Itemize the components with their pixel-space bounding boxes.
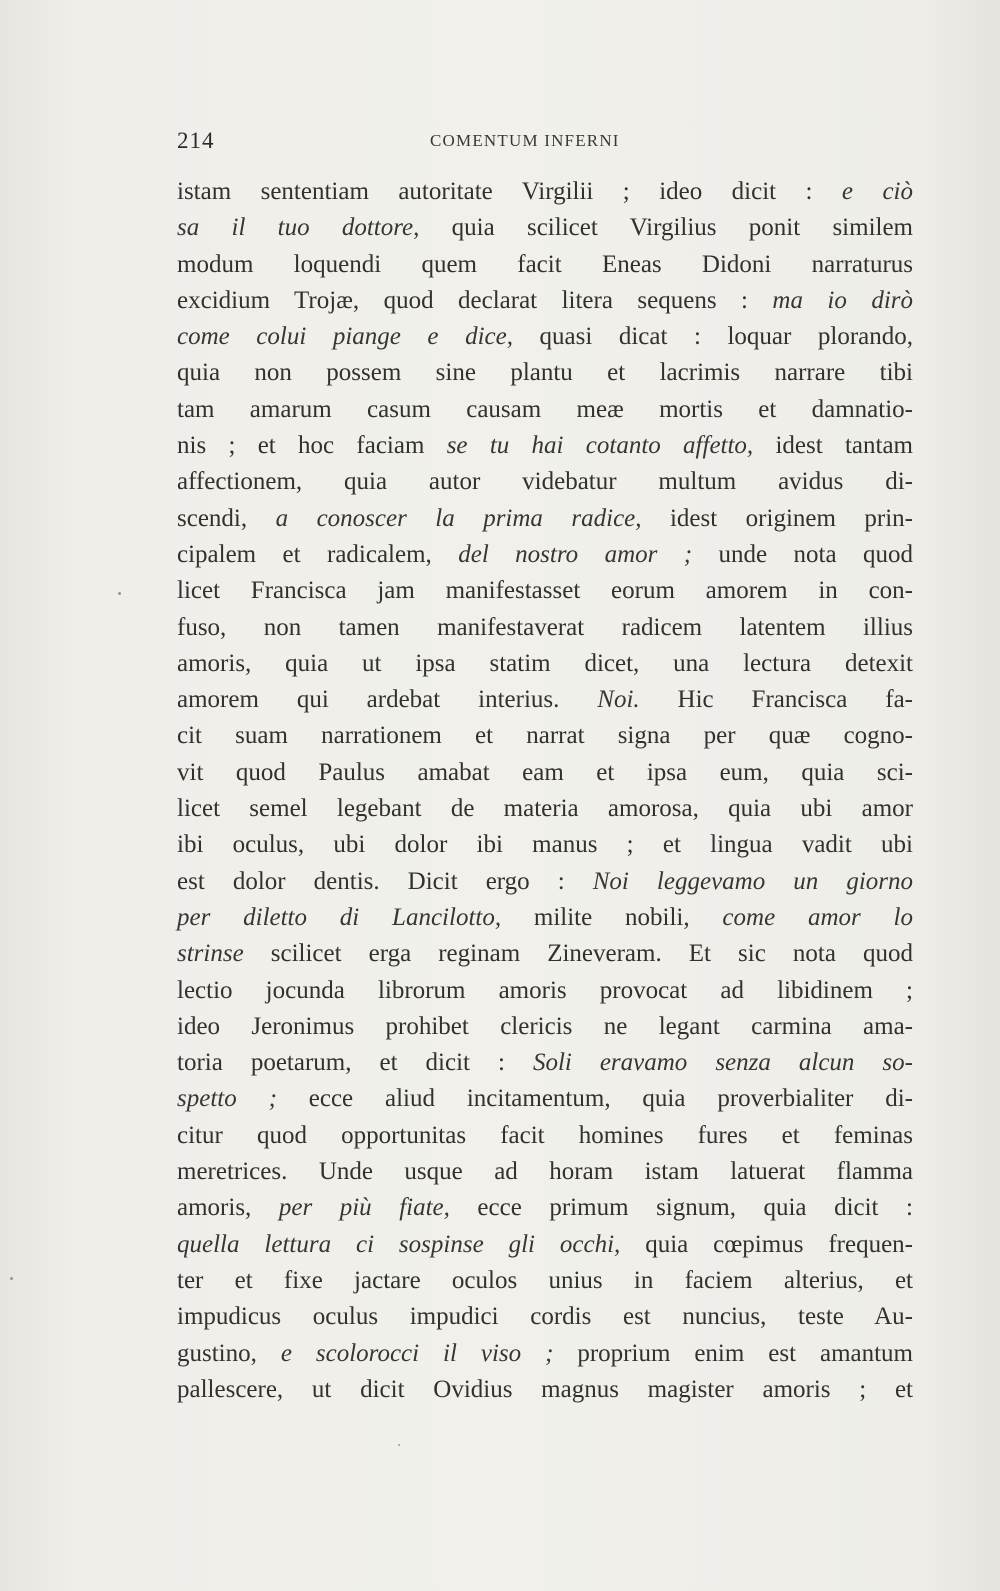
text-segment: tam amarum casum causam meæ mortis et damnatio- bbox=[177, 395, 913, 423]
text-line bbox=[177, 755, 913, 791]
text-line bbox=[177, 573, 913, 609]
italic-quote: se tu hai cotanto affetto, bbox=[446, 432, 754, 460]
text-segment: proprium enim est amantum bbox=[553, 1339, 914, 1367]
italic-quote: Noi. bbox=[597, 686, 640, 714]
text-line bbox=[177, 210, 913, 246]
text-segment: idest tantam bbox=[753, 432, 914, 460]
text-line bbox=[177, 646, 913, 682]
text-line bbox=[177, 1045, 913, 1081]
text-line bbox=[177, 247, 913, 283]
text-segment: istam sententiam autoritate Virgilii ; ideo dicit : bbox=[177, 178, 842, 205]
text-line bbox=[177, 936, 913, 972]
italic-quote: come amor lo bbox=[722, 903, 913, 931]
text-line bbox=[177, 1227, 913, 1263]
text-segment: ter et fixe jactare oculos unius in faciem alterius, et bbox=[177, 1266, 913, 1294]
text-segment: ecce primum signum, quia dicit : bbox=[449, 1194, 913, 1222]
page-header bbox=[177, 128, 670, 160]
text-line bbox=[177, 1154, 913, 1190]
text-line bbox=[177, 355, 913, 391]
text-segment: ibi oculus, ubi dolor ibi manus ; et lingua vadit ubi bbox=[177, 831, 913, 859]
text-segment: affectionem, quia autor videbatur multum avidus di- bbox=[177, 468, 913, 496]
text-line bbox=[177, 428, 913, 464]
page-number: 214 bbox=[177, 128, 215, 153]
text-segment: meretrices. Unde usque ad horam istam latuerat flamma bbox=[177, 1158, 913, 1186]
italic-quote: a conoscer la prima radice, bbox=[275, 504, 642, 532]
text-segment: Hic Francisca fa- bbox=[639, 686, 913, 714]
text-line bbox=[177, 610, 913, 646]
text-segment: ideo Jeronimus prohibet clericis ne legant carmina ama- bbox=[177, 1012, 913, 1040]
text-line bbox=[177, 1372, 913, 1408]
italic-quote: strinse bbox=[177, 940, 244, 968]
text-line bbox=[177, 319, 913, 355]
text-line bbox=[177, 973, 913, 1009]
text-segment: milite nobili, bbox=[501, 903, 723, 931]
text-segment: quia non possem sine plantu et lacrimis narrare tibi bbox=[177, 359, 913, 387]
text-segment: licet Francisca jam manifestasset eorum amorem in con- bbox=[177, 577, 913, 605]
italic-quote: spetto ; bbox=[177, 1085, 277, 1113]
text-line bbox=[177, 900, 913, 936]
text-line bbox=[177, 791, 913, 827]
italic-quote: ma io dirò bbox=[772, 286, 913, 314]
paper-speck bbox=[118, 592, 121, 595]
paper-speck bbox=[10, 1277, 13, 1280]
text-line bbox=[177, 1118, 913, 1154]
text-line bbox=[177, 1190, 913, 1226]
italic-quote: Soli eravamo senza alcun so- bbox=[532, 1049, 913, 1077]
text-segment: toria poetarum, et dicit : bbox=[177, 1049, 533, 1077]
text-segment: cit suam narrationem et narrat signa per quæ cogno- bbox=[177, 722, 913, 750]
text-segment: unde nota quod bbox=[692, 540, 913, 568]
text-segment: amoris, bbox=[177, 1194, 279, 1222]
text-segment: cipalem et radicalem, bbox=[177, 540, 459, 568]
text-line bbox=[177, 864, 913, 900]
text-segment: nis ; et hoc faciam bbox=[177, 432, 447, 460]
text-line bbox=[177, 682, 913, 718]
text-line bbox=[177, 1299, 913, 1335]
text-segment: modum loquendi quem facit Eneas Didoni narraturus bbox=[177, 250, 913, 278]
italic-quote: per più fiate, bbox=[278, 1194, 450, 1222]
text-line bbox=[177, 283, 913, 319]
text-line bbox=[177, 1081, 913, 1117]
text-segment: scilicet erga reginam Zineveram. Et sic nota quod bbox=[243, 940, 913, 968]
text-line bbox=[177, 392, 913, 428]
italic-quote: sa il tuo dottore, bbox=[177, 214, 420, 242]
text-line bbox=[177, 174, 913, 210]
running-head: COMENTUM INFERNI bbox=[430, 131, 620, 150]
text-segment: amoris, quia ut ipsa statim dicet, una lectura detexit bbox=[177, 649, 913, 677]
text-segment: idest originem prin- bbox=[641, 504, 913, 532]
italic-quote: Noi leggevamo un giorno bbox=[592, 867, 913, 895]
text-line bbox=[177, 1263, 913, 1299]
body-text bbox=[177, 174, 913, 1408]
text-segment: ecce aliud incitamentum, quia proverbialiter di- bbox=[276, 1085, 913, 1113]
text-segment: est dolor dentis. Dicit ergo : bbox=[177, 867, 593, 895]
text-segment: citur quod opportunitas facit homines fures et feminas bbox=[177, 1121, 913, 1149]
paper-speck bbox=[398, 1444, 400, 1446]
text-segment: pallescere, ut dicit Ovidius magnus magister amoris ; et bbox=[177, 1375, 913, 1403]
text-segment: quia scilicet Virgilius ponit similem bbox=[419, 214, 913, 242]
italic-quote: del nostro amor ; bbox=[458, 540, 693, 568]
text-segment: licet semel legebant de materia amorosa, quia ubi amor bbox=[177, 795, 913, 823]
text-segment: amorem qui ardebat interius. bbox=[177, 686, 598, 714]
text-segment: quia cœpimus frequen- bbox=[620, 1230, 914, 1258]
italic-quote: per diletto di Lancilotto, bbox=[177, 903, 502, 931]
text-line bbox=[177, 718, 913, 754]
italic-quote: come colui piange e dice, bbox=[177, 323, 513, 351]
text-line bbox=[177, 1336, 913, 1372]
italic-quote: quella lettura ci sospinse gli occhi, bbox=[177, 1230, 621, 1258]
text-segment: scendi, bbox=[177, 504, 276, 532]
text-segment: quasi dicat : loquar plorando, bbox=[512, 323, 913, 351]
text-segment: gustino, bbox=[177, 1339, 281, 1367]
text-line bbox=[177, 537, 913, 573]
italic-quote: e ciò bbox=[841, 178, 913, 205]
text-line bbox=[177, 501, 913, 537]
text-line bbox=[177, 1009, 913, 1045]
italic-quote: e scolorocci il viso ; bbox=[280, 1339, 554, 1367]
text-segment: vit quod Paulus amabat eam et ipsa eum, quia sci- bbox=[177, 758, 913, 786]
text-line bbox=[177, 827, 913, 863]
text-line bbox=[177, 464, 913, 500]
text-segment: impudicus oculus impudici cordis est nuncius, teste Au- bbox=[177, 1303, 913, 1331]
text-segment: lectio jocunda librorum amoris provocat ad libidinem ; bbox=[177, 976, 913, 1004]
text-segment: excidium Trojæ, quod declarat litera sequens : bbox=[177, 286, 773, 314]
text-segment: fuso, non tamen manifestaverat radicem latentem illius bbox=[177, 613, 913, 641]
